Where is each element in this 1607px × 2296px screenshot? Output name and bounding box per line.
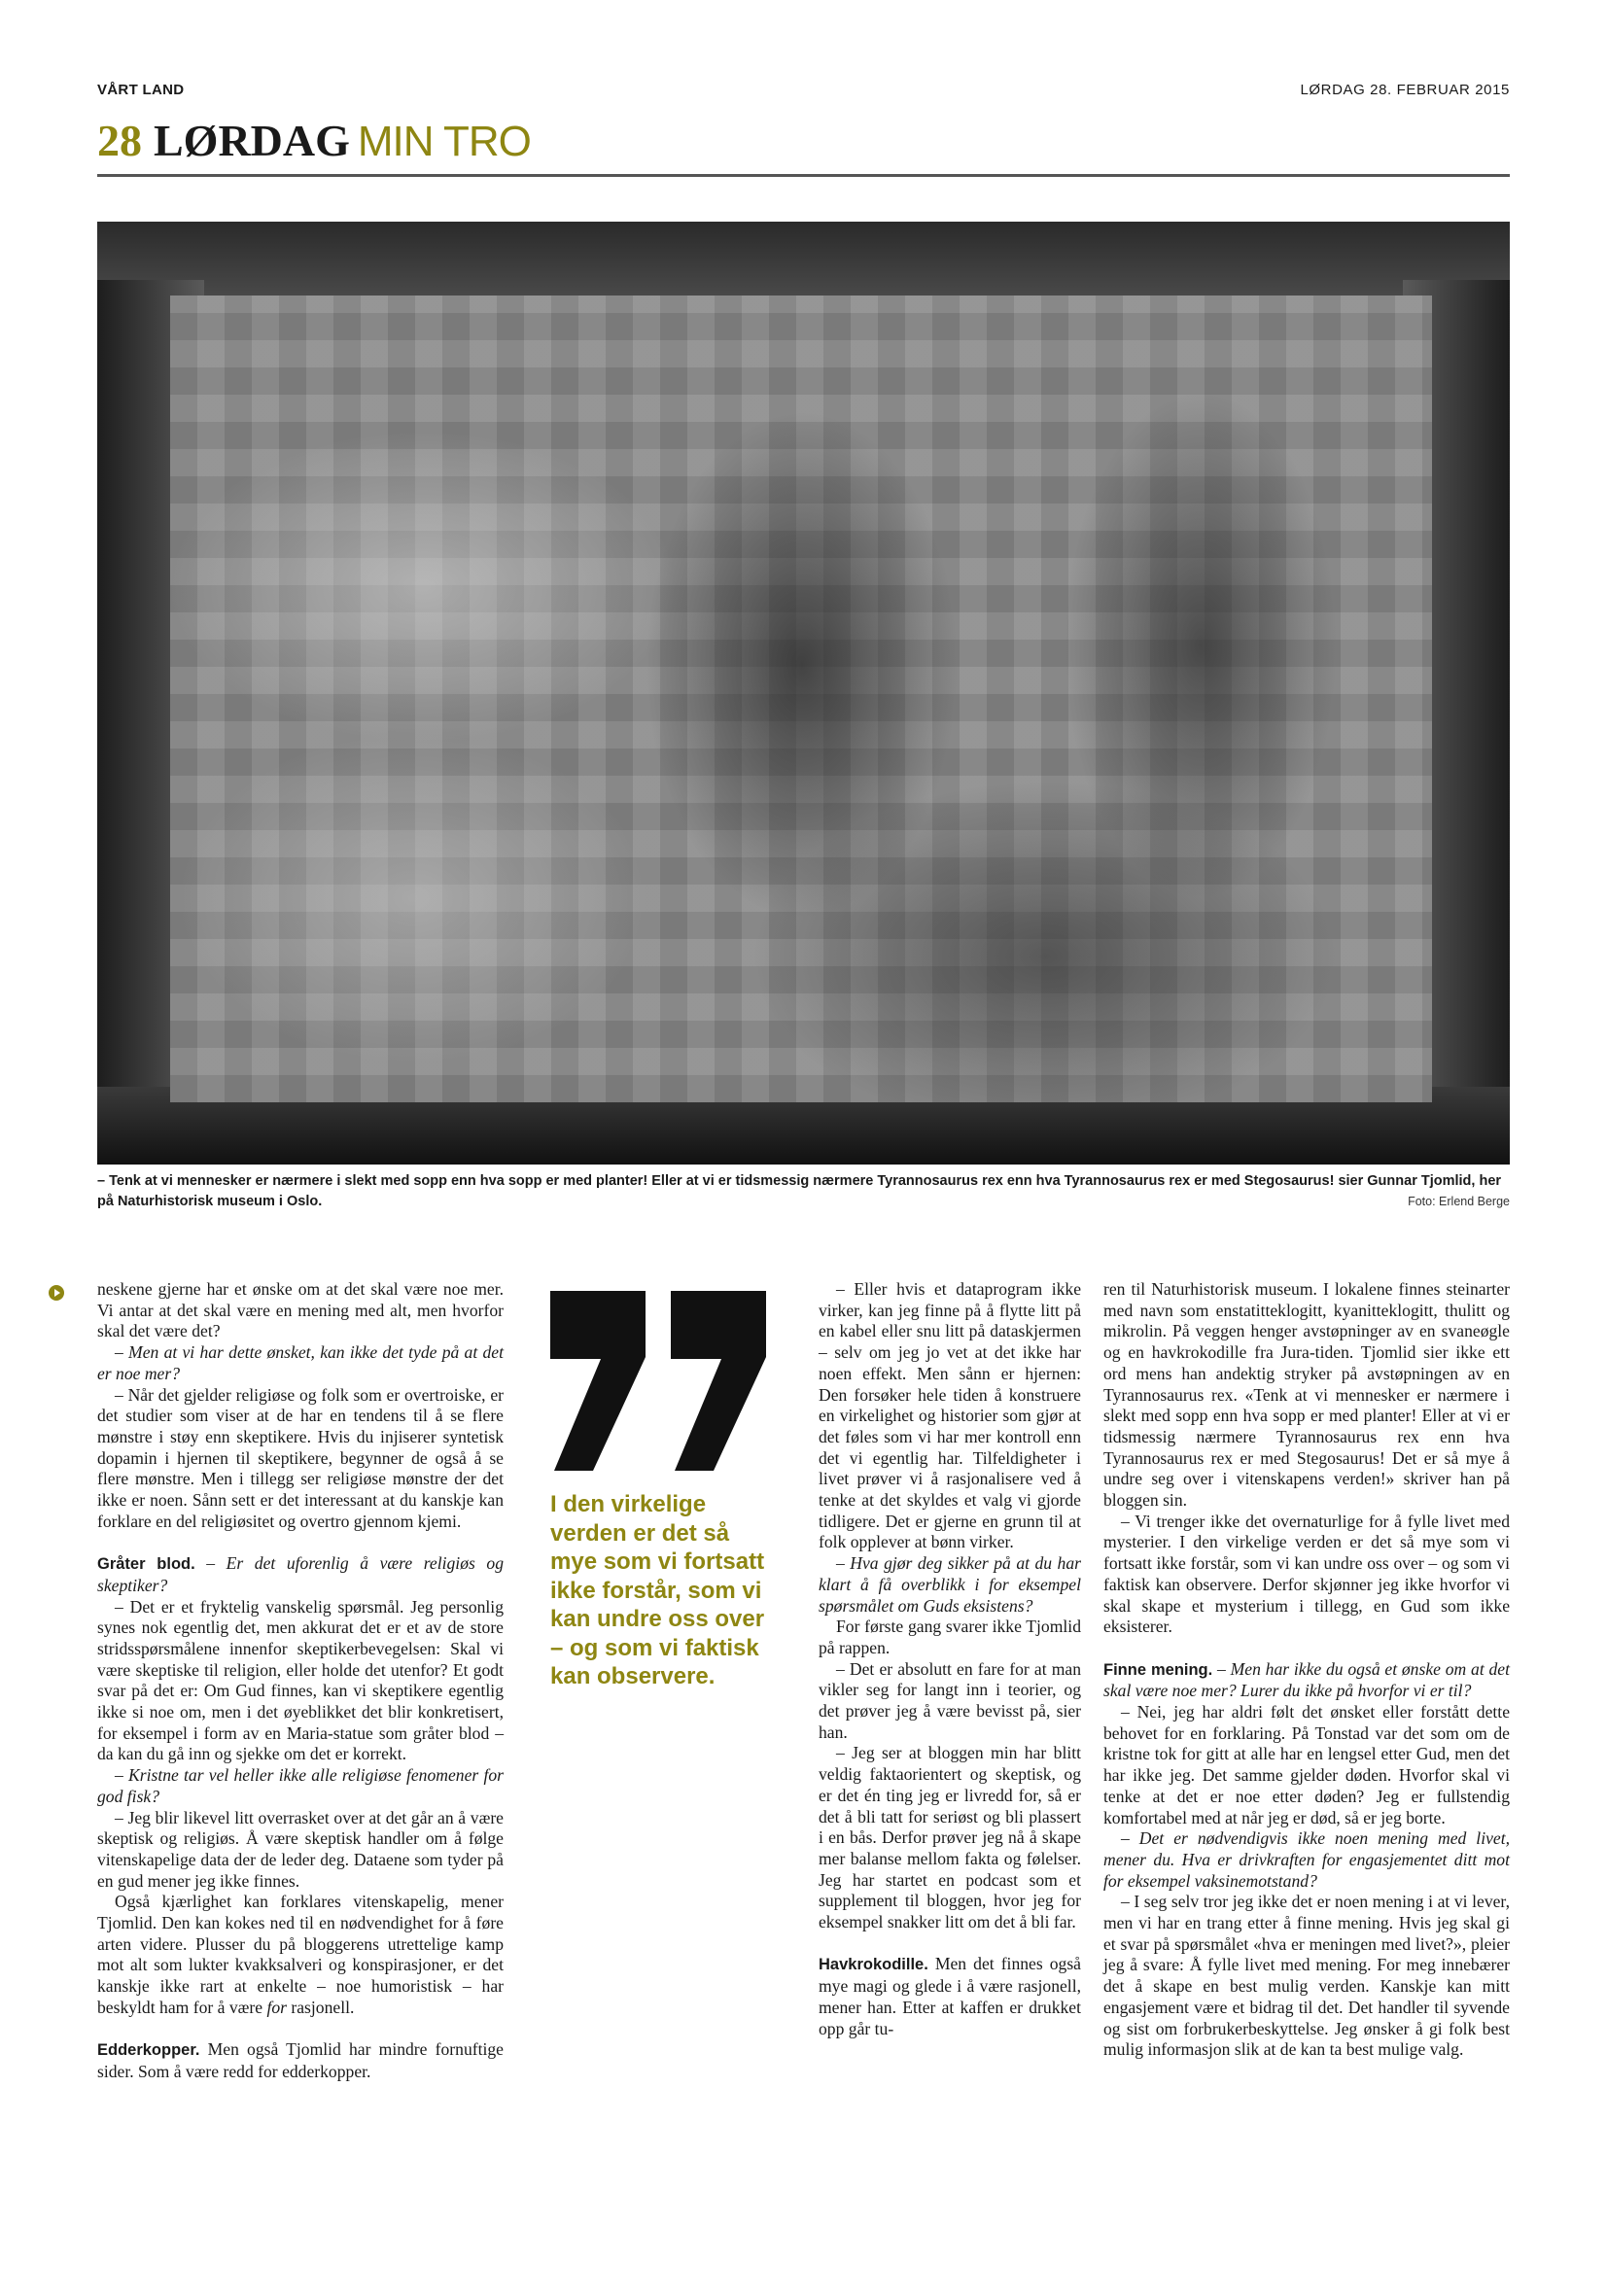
caption-text: – Tenk at vi mennesker er nærmere i slekt med sopp enn hva sopp er med planter! Eller at vi er tidsmessig nærmere Tyrannosaurus rex enn hva Tyrannosaurus rex er med Stegosaurus! sier Gunnar Tjomlid, her på Naturhistorisk museum i Oslo. bbox=[97, 1173, 1502, 1209]
paragraph: – Jeg blir likevel litt overrasket over at det går an å være skeptisk og religiøs. Å være skeptisk handler om å følge vitenskapelige data der de leder deg. Dataene som tyder på en gud mener jeg ikke finnes. bbox=[97, 1807, 504, 1891]
subhead-paragraph bbox=[97, 2039, 504, 2082]
emphasis: for bbox=[266, 1997, 287, 2017]
photo-caption bbox=[97, 1171, 1510, 1212]
pixelated-region bbox=[170, 296, 1432, 1102]
paragraph: – Jeg ser at bloggen min har blitt veldig faktaorientert og skeptisk, og er det én ting jeg er livredd for, så er det å bli tatt for seriøst og bli plassert i en bås. Derfor prøver jeg nå å skape mer balanse mellom fakta og følelser. Jeg har startet en podcast som et supplement til bloggen, hvor jeg for eksempel snakker litt om det å bli far. bbox=[819, 1743, 1081, 1932]
paragraph: neskene gjerne har et ønske om at det skal være noe mer. Vi antar at det skal være en mening med alt, men hvorfor skal det være det? bbox=[97, 1279, 504, 1341]
continue-arrow-icon bbox=[49, 1285, 64, 1301]
subhead: Havkrokodille. bbox=[819, 1956, 928, 1974]
paragraph: – Eller hvis et dataprogram ikke virker, kan jeg finne på å flytte litt på en kabel eller snu litt på dataskjermen – selv om jeg jo vet at det ikke har noen effekt. Men sånn er hjernen: Den forsøker hele tiden å konstruere en virkelighet og historier som gjør at det føles som vi har mer kontroll enn det vi egentlig har. Tilfeldigheter i livet prøver vi å rasjonalisere ved å tenke at det skyldes et valg vi gjorde tidligere. Det er gjerne en grunn til at folk opplever at bønn virker. bbox=[819, 1279, 1081, 1552]
question: – Men har ikke du også et ønske om at det skal være noe mer? Lurer du ikke på hvorfor vi er til? bbox=[1103, 1658, 1510, 1701]
paragraph: ren til Naturhistorisk museum. I lokalene finnes steinarter med navn som enstatitteklogitt, kyanitteklogitt, thulitt og mikrolin. På veggen henger avstøpninger av en svaneøgle og en havkrokodille fra Jura-tiden. Tjomlid sier ikke ett ord mens han andektig stryker på avstøpningen av en Tyrannosaurus rex. «Tenk at vi mennesker er nærmere i slekt med sopp enn hva sopp er med planter! Eller at vi er tidsmessig nærmere Tyrannosaurus rex enn hva Tyrannosaurus rex er med Stegosaurus! Det er så mye å undre seg over i vitenskapens verden!» skriver han på bloggen sin. bbox=[1103, 1279, 1510, 1511]
issue-date: LØRDAG 28. FEBRUAR 2015 bbox=[1300, 82, 1510, 98]
subhead-paragraph bbox=[1103, 1659, 1510, 1702]
article-column-1 bbox=[97, 1279, 504, 2083]
page-number: 28 bbox=[97, 116, 142, 165]
masthead bbox=[97, 82, 1510, 101]
text: rasjonell. bbox=[286, 1997, 355, 2017]
text: Men også Tjomlid har mindre fornuftige sider. Som å være redd for edderkopper. bbox=[97, 2039, 504, 2081]
paragraph bbox=[97, 1892, 504, 2018]
paragraph: – Når det gjelder religiøse og folk som er overtroiske, er det studier som viser at de har en tendens til å se flere mønstre i støy enn skeptikere. Hvis du injiserer syntetisk dopamin i hjernen til skeptikere, begynner de også å se flere mønstre. Men i tillegg ser religiøse mønstre der det ikke er noen. Sånn sett er det interessant at du kanskje kan forklare en del religiøsitet og overtro gjennom kjemi. bbox=[97, 1384, 504, 1531]
paper-name: VÅRT LAND bbox=[97, 82, 185, 98]
quote-mark-icon bbox=[550, 1291, 766, 1471]
subhead-paragraph bbox=[819, 1954, 1081, 2039]
day-label: LØRDAG bbox=[154, 116, 350, 165]
section-header bbox=[97, 115, 531, 173]
question: – Det er nødvendigvis ikke noen mening med livet, mener du. Hva er drivkraften for engasjementet ditt mot for eksempel vaksinemotstand? bbox=[1103, 1828, 1510, 1891]
article-column-4 bbox=[1103, 1279, 1510, 2061]
header-rule bbox=[97, 174, 1510, 177]
subhead: Gråter blod. bbox=[97, 1555, 195, 1574]
paragraph: – Vi trenger ikke det overnaturlige for å fylle livet med mysterier. I den virkelige verden er det så mye som vi fortsatt ikke forstår, som vi kan undre oss over – og som vi faktisk kan observere. Derfor skjønner jeg ikke hvorfor vi skal skape et mysterium i tillegg, en Gud som ikke eksisterer. bbox=[1103, 1511, 1510, 1637]
paragraph: – Det er et fryktelig vanskelig spørsmål. Jeg personlig synes nok egentlig det, men akkurat det er et av de store stridsspørsmålene innenfor skeptikerbevegelsen: Skal vi være skeptiske til religion, eller holde det utenfor? Et godt svar på det er: Om Gud finnes, kan vi skeptikere egentlig ikke si noe om, men i det øyeblikket det blir konkretisert, for eksempel i form av en Maria-statue som gråter blod – da kan du gå inn og sjekke om det er korrekt. bbox=[97, 1596, 504, 1764]
pull-quote: I den virkelige verden er det så mye som vi fortsatt ikke forstår, som vi kan undre oss over – og som vi faktisk kan observere. bbox=[550, 1491, 765, 1689]
paragraph: – I seg selv tror jeg ikke det er noen mening i at vi lever, men vi har en trang etter å finne mening. Hvis jeg skal gi et svar på spørsmålet «hva er meningen med livet?», pleier jeg å svare: Å fylle livet med mening. For meg innebærer det å skape en best mulig verden. Kanskje kan mitt engasjement være et bidrag til det. Det handler til syvende og sist om forbrukerbeskyttelse. Jeg ønsker å gi folk best mulig informasjon slik at de kan ta best mulige valg. bbox=[1103, 1892, 1510, 2060]
article-column-3 bbox=[819, 1279, 1081, 2039]
text: Også kjærlighet kan forklares vitenskapelig, mener Tjomlid. Den kan kokes ned til en nødvendighet for å føre arten videre. Plusser du på bloggerens utrettelige kamp mot alt som lukter kvakksalveri og konspirasjoner, er det kanskje ikke rart at enkelte – noe humoristisk – har beskyldt ham for å være bbox=[97, 1892, 504, 2017]
text: Men det finnes også mye magi og glede i å være rasjonell, mener han. Etter at kaffen er drukket opp går tu- bbox=[819, 1954, 1081, 2038]
photo-credit: Foto: Erlend Berge bbox=[1408, 1195, 1510, 1208]
main-photo bbox=[97, 222, 1510, 1165]
paragraph: – Nei, jeg har aldri følt det ønsket eller forstått dette behovet for en forklaring. På Tonstad var det som om de kristne tok for gitt at alle har en lengsel etter Gud, men det har ikke jeg. Det samme gjelder døden. Hvorfor skal vi tenke at det er noe etter døden? Jeg er fullstendig komfortabel med at når jeg er død, så er jeg borte. bbox=[1103, 1702, 1510, 1827]
section-label: MIN TRO bbox=[357, 118, 531, 165]
question: – Kristne tar vel heller ikke alle religiøse fenomener for god fisk? bbox=[97, 1765, 504, 1806]
paragraph: For første gang svarer ikke Tjomlid på rappen. bbox=[819, 1617, 1081, 1657]
subhead-paragraph bbox=[97, 1553, 504, 1596]
question: – Men at vi har dette ønsket, kan ikke det tyde på at det er noe mer? bbox=[97, 1342, 504, 1383]
question: – Er det uforenlig å være religiøs og skeptiker? bbox=[97, 1553, 504, 1595]
subhead: Finne mening. bbox=[1103, 1660, 1213, 1679]
question: – Hva gjør deg sikker på at du har klart å få overblikk i for eksempel spørsmålet om Guds eksistens? bbox=[819, 1553, 1081, 1616]
subhead: Edderkopper. bbox=[97, 2041, 200, 2060]
paragraph: – Det er absolutt en fare for at man vikler seg for langt inn i teorier, og det prøver jeg å være bevisst på, sier han. bbox=[819, 1658, 1081, 1742]
